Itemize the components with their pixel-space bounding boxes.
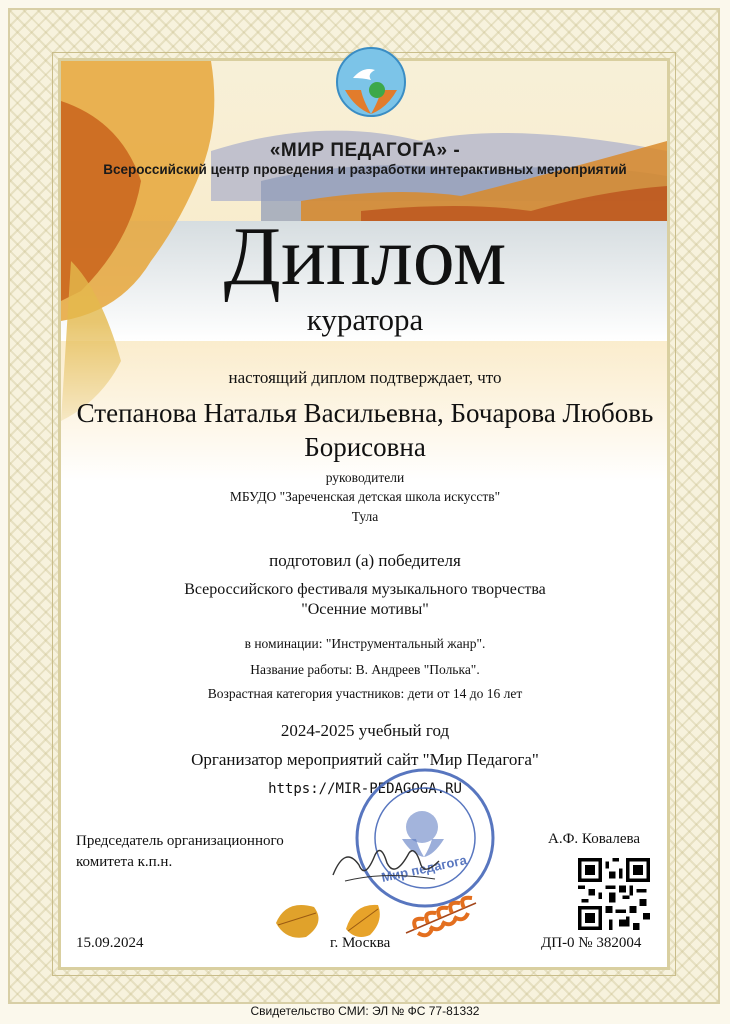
recipient-role: руководители xyxy=(325,470,405,485)
issue-date: 15.09.2024 xyxy=(76,935,144,951)
nomination: в номинации: "Инструментальный жанр". xyxy=(244,636,486,651)
school-name: МБУДО "Зареченская детская школа искусств" xyxy=(229,489,501,504)
organizer-text: Организатор мероприятий сайт "Мир Педагога" xyxy=(191,750,539,769)
issue-place: г. Москва xyxy=(330,935,391,951)
academic-year: 2024-2025 учебный год xyxy=(280,721,450,740)
chairman-line-1: Председатель организационного xyxy=(76,833,284,849)
festival-text: Всероссийского фестиваля музыкального творчества xyxy=(184,581,546,598)
city: Тула xyxy=(351,509,379,524)
chairman-title xyxy=(76,831,284,873)
stamp-text: Мир педагога xyxy=(380,852,469,885)
signature xyxy=(325,835,445,890)
media-license: Свидетельство СМИ: ЭЛ № ФС 77-81332 xyxy=(250,1004,480,1018)
confirm-text: настоящий диплом подтверждает, что xyxy=(228,368,502,387)
diploma-title: Диплом xyxy=(223,210,507,303)
signer-name: А.Ф. Ковалева xyxy=(548,831,641,847)
festival-name: "Осенние мотивы" xyxy=(301,601,429,618)
recipient-names: Степанова Наталья Васильевна, Бочарова Любовь Борисовна xyxy=(76,398,654,462)
prepared-text: подготовил (а) победителя xyxy=(269,551,461,570)
qr-code xyxy=(578,858,650,930)
diploma-subtitle: куратора xyxy=(306,302,424,337)
organization-name: «МИР ПЕДАГОГА» - xyxy=(269,140,461,161)
diploma-number: ДП-0 № 382004 xyxy=(541,935,642,951)
site-url: https://MIR-PEDAGOGA.RU xyxy=(268,781,462,797)
chairman-line-2: комитета к.п.н. xyxy=(76,854,173,870)
work-title: Название работы: В. Андреев "Полька". xyxy=(250,662,480,677)
organization-subtitle: Всероссийский центр проведения и разработки интерактивных мероприятий xyxy=(103,162,627,177)
age-category: Возрастная категория участников: дети от 14 до 16 лет xyxy=(207,686,523,701)
mir-pedagoga-logo xyxy=(333,44,409,120)
